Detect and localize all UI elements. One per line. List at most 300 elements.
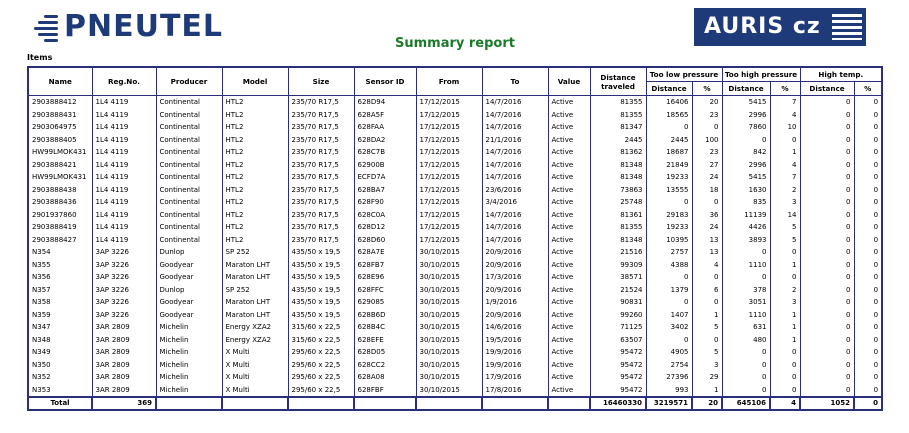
cell-low-distance: 2445 [646,134,692,147]
cell-low-pct: 13 [692,246,722,259]
cell-low-pct: 0 [692,334,722,347]
pneutel-logo [34,10,223,44]
cell-name: N350 [28,359,92,372]
cell-reg-no: 1L4 4119 [92,159,156,172]
cell-to: 14/7/2016 [482,96,548,109]
cell-temp-distance: 0 [800,346,854,359]
cell-model: X Multi [222,359,288,372]
cell-temp-distance: 0 [800,259,854,272]
cell-distance: 81355 [590,96,646,109]
cell-size: 235/70 R17,5 [288,146,354,159]
total-high-distance: 645106 [722,397,770,410]
cell-sensor-id: 628CC2 [354,359,416,372]
total-empty [482,397,548,410]
cell-from: 30/10/2015 [416,384,482,398]
cell-temp-pct: 0 [854,271,882,284]
total-temp-distance: 1052 [800,397,854,410]
cell-high-distance: 480 [722,334,770,347]
table-row [28,346,882,359]
cell-high-distance: 4426 [722,221,770,234]
cell-size: 235/70 R17,5 [288,196,354,209]
table-row [28,159,882,172]
cell-high-distance: 1110 [722,259,770,272]
cell-low-distance: 0 [646,196,692,209]
cell-size: 435/50 x 19,5 [288,296,354,309]
table-row [28,359,882,372]
auris-logo-stripes-icon [832,14,862,40]
cell-temp-pct: 0 [854,134,882,147]
cell-from: 17/12/2015 [416,96,482,109]
cell-high-distance: 0 [722,371,770,384]
cell-high-pct: 4 [770,159,800,172]
total-empty [416,397,482,410]
cell-temp-distance: 0 [800,96,854,109]
cell-reg-no: 3AR 2809 [92,359,156,372]
cell-high-distance: 5415 [722,171,770,184]
cell-low-distance: 1407 [646,309,692,322]
header-name: Name [28,67,92,96]
cell-name: N354 [28,246,92,259]
cell-high-distance: 11139 [722,209,770,222]
cell-sensor-id: 628D94 [354,96,416,109]
cell-from: 30/10/2015 [416,309,482,322]
pneutel-logo-text: PNEUTEL [64,9,224,44]
total-row [28,397,882,410]
cell-model: HTL2 [222,159,288,172]
cell-from: 17/12/2015 [416,196,482,209]
cell-value: Active [548,284,590,297]
cell-value: Active [548,96,590,109]
cell-value: Active [548,184,590,197]
cell-from: 30/10/2015 [416,246,482,259]
cell-distance: 90831 [590,296,646,309]
table-row [28,134,882,147]
cell-distance: 81362 [590,146,646,159]
cell-temp-distance: 0 [800,334,854,347]
cell-to: 19/9/2016 [482,359,548,372]
cell-low-distance: 13555 [646,184,692,197]
cell-from: 17/12/2015 [416,184,482,197]
cell-model: X Multi [222,346,288,359]
cell-producer: Continental [156,234,222,247]
cell-from: 17/12/2015 [416,209,482,222]
cell-high-distance: 0 [722,384,770,398]
cell-sensor-id: 628D60 [354,234,416,247]
total-empty [354,397,416,410]
cell-name: N357 [28,284,92,297]
total-low-distance: 3219571 [646,397,692,410]
cell-temp-pct: 0 [854,259,882,272]
cell-high-distance: 1110 [722,309,770,322]
cell-high-distance: 378 [722,284,770,297]
cell-temp-pct: 0 [854,171,882,184]
cell-high-pct: 1 [770,309,800,322]
cell-temp-distance: 0 [800,284,854,297]
cell-producer: Michelin [156,334,222,347]
cell-temp-distance: 0 [800,146,854,159]
cell-value: Active [548,159,590,172]
cell-reg-no: 1L4 4119 [92,184,156,197]
cell-high-distance: 0 [722,346,770,359]
cell-to: 14/7/2016 [482,221,548,234]
cell-sensor-id: 62900B [354,159,416,172]
cell-producer: Continental [156,184,222,197]
cell-low-pct: 0 [692,296,722,309]
cell-reg-no: 1L4 4119 [92,171,156,184]
cell-name: N353 [28,384,92,398]
table-row [28,234,882,247]
cell-low-distance: 2757 [646,246,692,259]
cell-high-distance: 5415 [722,96,770,109]
cell-low-distance: 27396 [646,371,692,384]
table-row [28,259,882,272]
subheader-high-distance: Distance [722,82,770,96]
cell-name: N355 [28,259,92,272]
cell-name: 2903064975 [28,121,92,134]
cell-model: HTL2 [222,196,288,209]
cell-model: HTL2 [222,221,288,234]
cell-reg-no: 3AP 3226 [92,259,156,272]
cell-size: 435/50 x 19,5 [288,309,354,322]
cell-low-pct: 24 [692,171,722,184]
cell-model: HTL2 [222,134,288,147]
table-row [28,109,882,122]
cell-size: 435/50 x 19,5 [288,246,354,259]
cell-reg-no: 3AP 3226 [92,271,156,284]
cell-sensor-id: 628A7E [354,246,416,259]
cell-model: Maraton LHT [222,259,288,272]
cell-value: Active [548,209,590,222]
cell-temp-pct: 0 [854,234,882,247]
header-distance-traveled: Distance traveled [590,67,646,96]
cell-low-distance: 21849 [646,159,692,172]
cell-model: X Multi [222,371,288,384]
cell-sensor-id: 628C0A [354,209,416,222]
cell-producer: Continental [156,159,222,172]
cell-model: HTL2 [222,96,288,109]
cell-high-distance: 842 [722,146,770,159]
cell-value: Active [548,296,590,309]
cell-size: 235/70 R17,5 [288,121,354,134]
cell-to: 14/7/2016 [482,146,548,159]
cell-high-pct: 5 [770,234,800,247]
cell-value: Active [548,221,590,234]
table-row [28,96,882,109]
cell-producer: Continental [156,109,222,122]
cell-temp-distance: 0 [800,234,854,247]
cell-high-pct: 1 [770,334,800,347]
subheader-low-pct: % [692,82,722,96]
cell-value: Active [548,384,590,398]
cell-low-pct: 29 [692,371,722,384]
cell-distance: 81355 [590,221,646,234]
cell-temp-pct: 0 [854,209,882,222]
cell-high-pct: 0 [770,346,800,359]
cell-to: 14/7/2016 [482,171,548,184]
cell-distance: 95472 [590,346,646,359]
table-row [28,171,882,184]
header-model: Model [222,67,288,96]
cell-high-pct: 3 [770,196,800,209]
cell-name: 2903888419 [28,221,92,234]
cell-sensor-id: 628D12 [354,221,416,234]
cell-high-distance: 7860 [722,121,770,134]
cell-low-pct: 5 [692,321,722,334]
cell-value: Active [548,346,590,359]
cell-temp-pct: 0 [854,309,882,322]
cell-size: 235/70 R17,5 [288,209,354,222]
total-low-pct: 20 [692,397,722,410]
cell-producer: Continental [156,196,222,209]
cell-model: Energy XZA2 [222,334,288,347]
cell-model: HTL2 [222,121,288,134]
cell-size: 235/70 R17,5 [288,96,354,109]
cell-model: Energy XZA2 [222,321,288,334]
cell-model: HTL2 [222,184,288,197]
cell-high-pct: 4 [770,109,800,122]
cell-name: N349 [28,346,92,359]
cell-temp-distance: 0 [800,121,854,134]
cell-model: HTL2 [222,109,288,122]
cell-sensor-id: 628DA2 [354,134,416,147]
cell-from: 17/12/2015 [416,121,482,134]
cell-low-pct: 0 [692,271,722,284]
cell-sensor-id: 628B6D [354,309,416,322]
cell-low-distance: 10395 [646,234,692,247]
subheader-temp-distance: Distance [800,82,854,96]
cell-sensor-id: ECFD7A [354,171,416,184]
cell-low-pct: 6 [692,284,722,297]
cell-high-pct: 14 [770,209,800,222]
cell-low-pct: 23 [692,109,722,122]
cell-sensor-id: 628C7B [354,146,416,159]
cell-temp-pct: 0 [854,321,882,334]
cell-reg-no: 3AR 2809 [92,334,156,347]
cell-sensor-id: 628F90 [354,196,416,209]
header-producer: Producer [156,67,222,96]
cell-reg-no: 3AP 3226 [92,284,156,297]
cell-reg-no: 3AP 3226 [92,309,156,322]
cell-temp-distance: 0 [800,196,854,209]
cell-reg-no: 1L4 4119 [92,134,156,147]
cell-name: 2903888427 [28,234,92,247]
cell-size: 435/50 x 19,5 [288,271,354,284]
cell-high-distance: 0 [722,271,770,284]
cell-high-pct: 1 [770,321,800,334]
cell-distance: 2445 [590,134,646,147]
header-high-temp: High temp. [800,67,882,82]
cell-sensor-id: 628FBF [354,384,416,398]
cell-low-pct: 1 [692,384,722,398]
pneutel-logo-icon [34,13,62,41]
cell-producer: Goodyear [156,296,222,309]
cell-low-distance: 3402 [646,321,692,334]
header-too-low-pressure: Too low pressure [646,67,722,82]
cell-from: 30/10/2015 [416,371,482,384]
cell-to: 3/4/2016 [482,196,548,209]
cell-from: 17/12/2015 [416,221,482,234]
cell-model: SP 252 [222,284,288,297]
cell-temp-distance: 0 [800,359,854,372]
cell-low-distance: 0 [646,271,692,284]
table-row [28,309,882,322]
header-size: Size [288,67,354,96]
table-row [28,221,882,234]
table-row [28,121,882,134]
cell-model: Maraton LHT [222,309,288,322]
cell-producer: Continental [156,171,222,184]
cell-reg-no: 3AP 3226 [92,296,156,309]
cell-low-pct: 3 [692,359,722,372]
cell-distance: 95472 [590,371,646,384]
table-row [28,146,882,159]
cell-reg-no: 3AR 2809 [92,321,156,334]
cell-model: HTL2 [222,146,288,159]
cell-high-pct: 2 [770,284,800,297]
cell-low-pct: 0 [692,196,722,209]
cell-sensor-id: 629085 [354,296,416,309]
table-row [28,184,882,197]
cell-model: HTL2 [222,171,288,184]
cell-size: 235/70 R17,5 [288,159,354,172]
cell-temp-pct: 0 [854,121,882,134]
table-row [28,271,882,284]
cell-sensor-id: 628BA7 [354,184,416,197]
cell-producer: Continental [156,121,222,134]
total-empty [156,397,222,410]
cell-to: 19/5/2016 [482,334,548,347]
cell-sensor-id: 628D05 [354,346,416,359]
cell-low-distance: 16406 [646,96,692,109]
cell-reg-no: 1L4 4119 [92,121,156,134]
cell-distance: 99260 [590,309,646,322]
cell-distance: 21524 [590,284,646,297]
cell-temp-pct: 0 [854,384,882,398]
cell-name: 2903888421 [28,159,92,172]
cell-distance: 71125 [590,321,646,334]
cell-distance: 81361 [590,209,646,222]
total-high-pct: 4 [770,397,800,410]
cell-temp-distance: 0 [800,384,854,398]
cell-from: 30/10/2015 [416,271,482,284]
cell-producer: Continental [156,134,222,147]
cell-reg-no: 1L4 4119 [92,196,156,209]
cell-to: 1/9/2016 [482,296,548,309]
cell-distance: 63507 [590,334,646,347]
cell-temp-pct: 0 [854,221,882,234]
cell-reg-no: 3AR 2809 [92,371,156,384]
cell-low-distance: 0 [646,121,692,134]
cell-producer: Michelin [156,371,222,384]
total-empty [222,397,288,410]
cell-distance: 73863 [590,184,646,197]
cell-low-pct: 24 [692,221,722,234]
cell-size: 295/60 x 22,5 [288,384,354,398]
cell-temp-distance: 0 [800,221,854,234]
cell-distance: 81348 [590,171,646,184]
cell-temp-distance: 0 [800,246,854,259]
header-too-high-pressure: Too high pressure [722,67,800,82]
cell-name: N358 [28,296,92,309]
cell-reg-no: 1L4 4119 [92,96,156,109]
cell-to: 17/3/2016 [482,271,548,284]
cell-low-distance: 29183 [646,209,692,222]
cell-temp-pct: 0 [854,284,882,297]
header-reg-no: Reg.No. [92,67,156,96]
cell-to: 20/9/2016 [482,259,548,272]
total-empty [548,397,590,410]
cell-from: 30/10/2015 [416,259,482,272]
cell-high-distance: 0 [722,246,770,259]
cell-size: 295/60 x 22,5 [288,346,354,359]
cell-to: 14/6/2016 [482,321,548,334]
cell-to: 20/9/2016 [482,284,548,297]
cell-from: 17/12/2015 [416,109,482,122]
cell-sensor-id: 628B4C [354,321,416,334]
cell-name: N359 [28,309,92,322]
cell-to: 14/7/2016 [482,234,548,247]
cell-high-distance: 3051 [722,296,770,309]
cell-sensor-id: 628FB7 [354,259,416,272]
cell-value: Active [548,259,590,272]
cell-producer: Michelin [156,384,222,398]
cell-name: 2901937860 [28,209,92,222]
auris-logo [694,8,866,46]
table-row [28,296,882,309]
cell-temp-distance: 0 [800,371,854,384]
cell-low-distance: 4905 [646,346,692,359]
cell-to: 20/9/2016 [482,309,548,322]
cell-name: N356 [28,271,92,284]
cell-high-pct: 0 [770,134,800,147]
cell-sensor-id: 628FFC [354,284,416,297]
cell-reg-no: 1L4 4119 [92,221,156,234]
cell-distance: 25748 [590,196,646,209]
cell-low-distance: 0 [646,334,692,347]
cell-from: 17/12/2015 [416,146,482,159]
cell-producer: Dunlop [156,284,222,297]
cell-to: 23/6/2016 [482,184,548,197]
cell-high-distance: 835 [722,196,770,209]
cell-low-pct: 1 [692,309,722,322]
cell-high-pct: 0 [770,246,800,259]
cell-sensor-id: 628E96 [354,271,416,284]
cell-low-distance: 1379 [646,284,692,297]
cell-producer: Continental [156,146,222,159]
cell-size: 235/70 R17,5 [288,221,354,234]
cell-value: Active [548,134,590,147]
cell-to: 14/7/2016 [482,121,548,134]
cell-distance: 38571 [590,271,646,284]
cell-value: Active [548,271,590,284]
cell-distance: 95472 [590,384,646,398]
cell-high-pct: 7 [770,96,800,109]
table-row [28,321,882,334]
cell-high-distance: 631 [722,321,770,334]
cell-value: Active [548,371,590,384]
cell-from: 17/12/2015 [416,234,482,247]
cell-size: 295/60 x 22,5 [288,371,354,384]
cell-temp-pct: 0 [854,359,882,372]
cell-value: Active [548,196,590,209]
cell-size: 315/60 x 22,5 [288,334,354,347]
cell-high-distance: 0 [722,359,770,372]
cell-distance: 81355 [590,109,646,122]
table-row [28,384,882,398]
header-to: To [482,67,548,96]
cell-to: 20/9/2016 [482,246,548,259]
cell-sensor-id: 628A08 [354,371,416,384]
